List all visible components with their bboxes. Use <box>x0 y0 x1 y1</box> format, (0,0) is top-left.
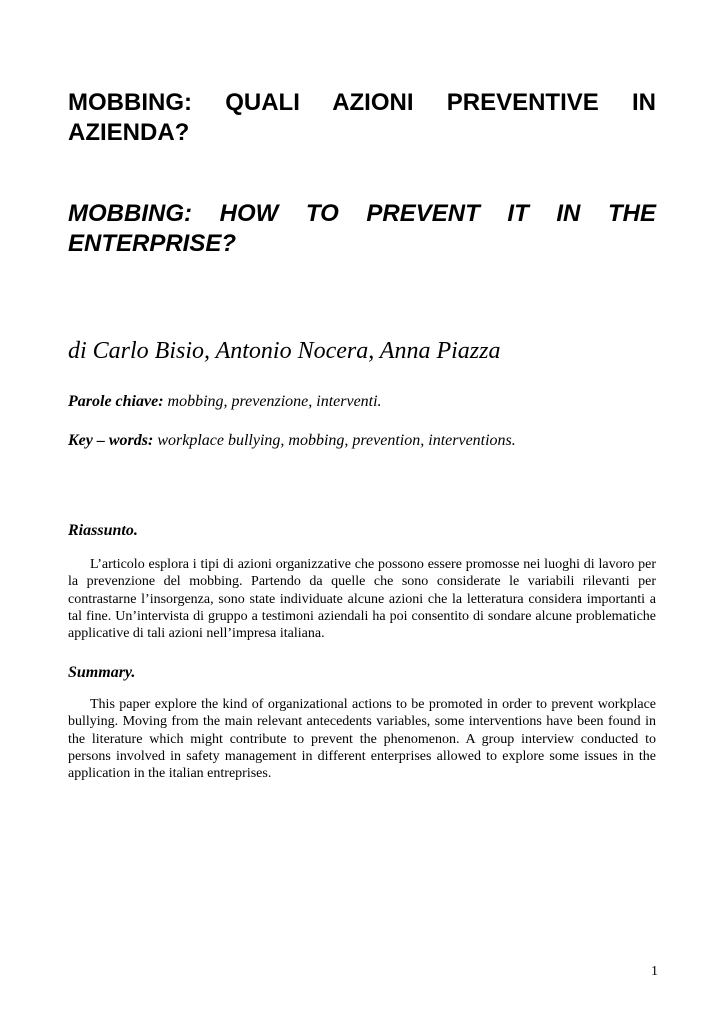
summary-body: This paper explore the kind of organizational actions to be promoted in order to prevent workplace bullying. Moving from the main relevant antecedents variables, some interventions have been found in the literature which might contribute to prevent the phenomenon. A group interview conducted to persons involved in safety management in different enterprises allowed to explore some issues in the application in the italian entreprises. <box>68 697 656 782</box>
keywords-english <box>68 431 668 451</box>
riassunto-heading: Riassunto. <box>68 522 138 539</box>
authors-line: di Carlo Bisio, Antonio Nocera, Anna Piazza <box>68 338 501 364</box>
keywords-italian-text: mobbing, prevenzione, interventi. <box>163 393 382 410</box>
keywords-english-text: workplace bullying, mobbing, prevention, interventions. <box>153 432 516 449</box>
title-english: MOBBING: HOW TO PREVENT IT IN THE ENTERPRISE? <box>68 200 656 257</box>
page-number: 1 <box>651 964 658 979</box>
keywords-italian-label: Parole chiave: <box>68 393 164 410</box>
riassunto-body: L’articolo esplora i tipi di azioni organizzative che possono essere promosse nei luoghi di lavoro per la prevenzione del mobbing. Partendo da quelle che sono considerate le variabili rilevanti per contrastarne l’insorgenza, sono state individuate alcune azioni che la letteratura considera importanti a tal fine. Un’intervista di gruppo a testimoni aziendali ha poi consentito di sondare alcune problematiche applicative di tali azioni nell’impresa italiana. <box>68 557 656 642</box>
title-italian: MOBBING: QUALI AZIONI PREVENTIVE IN AZIENDA? <box>68 89 656 146</box>
keywords-italian <box>68 392 668 412</box>
keywords-english-label: Key – words: <box>68 432 154 449</box>
summary-heading: Summary. <box>68 664 136 681</box>
